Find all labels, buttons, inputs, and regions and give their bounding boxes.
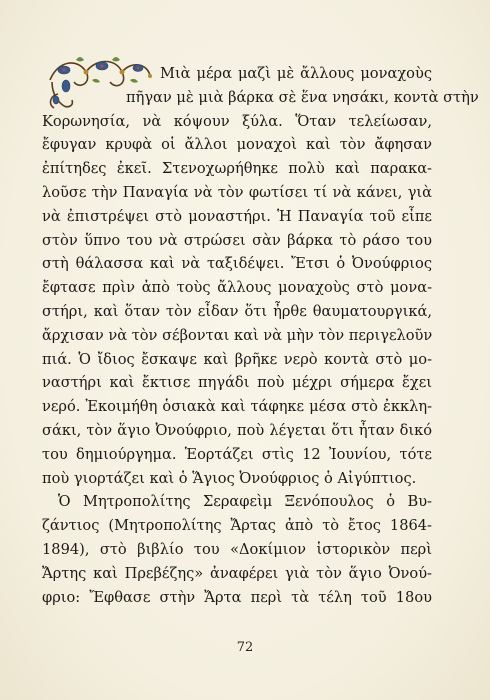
- text-line: στήρι, καὶ ὅταν τὸν εἶδαν ὅτι ἦρθε θαυματουργικά,: [42, 302, 432, 320]
- text-line: ἐπίτηδες ἐκεῖ. Στενοχωρήθηκε πολὺ καὶ παρακα-: [42, 160, 432, 178]
- text-line: στὴ θάλασσα καὶ νὰ ταξιδέψει. Ἔτσι ὁ Ὀνούφριος: [42, 255, 432, 273]
- text-line: ἔφυγαν κρυφὰ οἱ ἄλλοι μοναχοὶ καὶ τὸν ἄφησαν: [42, 136, 432, 154]
- text-line: ἄρχισαν νὰ τὸν σέβονται καὶ νὰ μὴν τὸν περιγελοῦν: [42, 326, 433, 344]
- body-text: [42, 62, 479, 609]
- text-line: ἔφτασε πρὶν ἀπὸ τοὺς ἄλλους μοναχοὺς στὸ μονα-: [42, 279, 432, 297]
- text-line: νερό. Ἐκοιμήθη ὁσιακὰ καὶ τάφηκε μέσα στὸ ἐκκλη-: [42, 398, 432, 416]
- text-line: 1894), στὸ βιβλίο του «Δοκίμιον ἱστορικὸν περὶ: [42, 540, 432, 558]
- text-line: ζάντιος (Μητροπολίτης Ἄρτας ἀπὸ τὸ ἔτος 1864-: [42, 517, 432, 535]
- text-line: Κορωνησία, νὰ κόψουν ξύλα. Ὅταν τελείωσαν,: [42, 112, 432, 130]
- text-line: ποὺ γιορτάζει καὶ ὁ Ἅγιος Ὀνούφριος ὁ Αἰγύπτιος.: [42, 469, 417, 487]
- text-line: Ὁ Μητροπολίτης Σεραφεὶμ Ξενόπουλος ὁ Βυ-: [58, 493, 432, 511]
- text-line: πῆγαν μὲ μιὰ βάρκα σὲ ἕνα νησάκι, κοντὰ στὴν: [126, 88, 479, 106]
- text-line: Μιὰ μέρα μαζὶ μὲ ἄλλους μοναχοὺς: [160, 65, 432, 82]
- text-line: λοῦσε τὴν Παναγία νὰ τὸν φωτίσει τί νὰ κάνει, γιὰ: [42, 183, 432, 201]
- page-number: 72: [236, 640, 254, 655]
- text-line: νὰ ἐπιστρέψει στὸ μοναστήρι. Ἡ Παναγία τοῦ εἶπε: [42, 207, 432, 225]
- text-line: ναστήρι καὶ ἔκτισε πηγάδι ποὺ μέχρι σήμερα ἔχει: [42, 374, 432, 392]
- text-line: στὸν ὕπνο του νὰ στρώσει σὰν βάρκα τὸ ράσο του: [42, 231, 432, 249]
- text-line: φριο: Ἔφθασε στὴν Ἄρτα περὶ τὰ τέλη τοῦ 18ου: [42, 588, 432, 606]
- text-line: του δημιούργημα. Ἑορτάζει στὶς 12 Ἰουνίου, τότε: [42, 445, 432, 463]
- text-line: πιά. Ὁ ἴδιος ἔσκαψε καὶ βρῆκε νερὸ κοντὰ στὸ μο-: [42, 350, 432, 368]
- text-line: Ἄρτης καὶ Πρεβέζης» ἀναφέρει γιὰ τὸν ἅγιο Ὀνού-: [42, 564, 432, 582]
- text-line: σάκι, τὸν ἅγιο Ὀνούφριο, ποὺ λέγεται ὅτι ἦταν δικό: [42, 421, 432, 439]
